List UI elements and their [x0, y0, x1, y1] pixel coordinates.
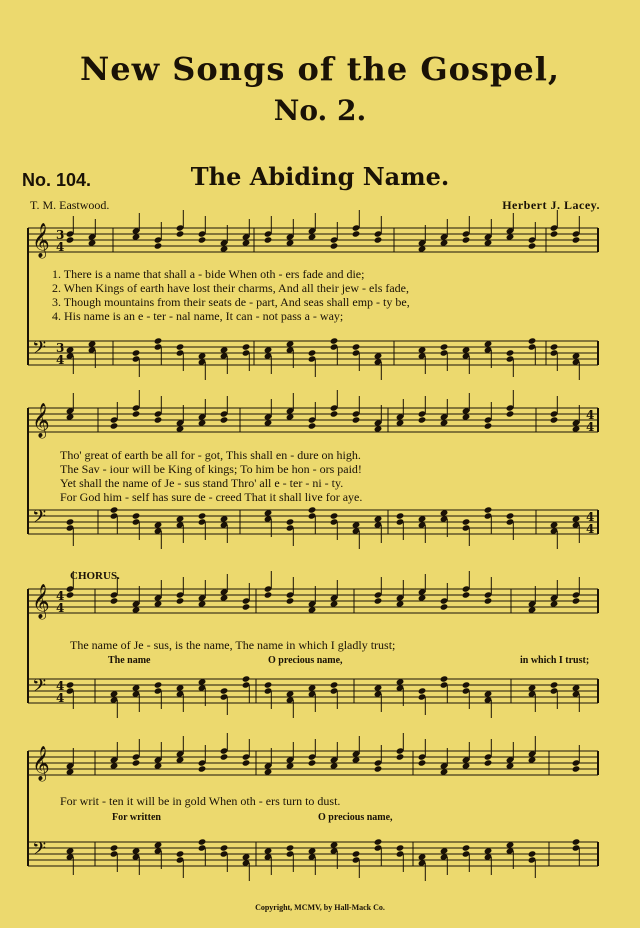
verse-1-line-1: 1. There is a name that shall a - bide When oth - ers fade and die; [52, 267, 365, 281]
verse-4-line-2: For God him - self has sure de - creed That it shall live for aye. [60, 490, 363, 504]
book-number: No. 2. [273, 94, 367, 127]
note-head [484, 422, 493, 429]
note-head [110, 422, 119, 429]
note-head [462, 844, 471, 851]
verse-4-line-1: 4. His name is an e - ter - nal name, It can - not pass a - way; [52, 309, 344, 323]
note-head [110, 844, 119, 851]
note-head [374, 236, 383, 243]
note-head [132, 512, 141, 519]
note-head [462, 518, 471, 525]
note-head [264, 591, 273, 598]
note-head [220, 416, 229, 423]
note-head [528, 242, 537, 249]
time-signature-top: 4 [56, 589, 65, 603]
note-head [242, 603, 251, 610]
chorus-line-1: The name of Je - sus, is the name, The name in which I gladly trust; [70, 638, 396, 652]
note-head [462, 681, 471, 688]
note-head [506, 512, 515, 519]
bass-clef: 𝄢 [32, 338, 47, 363]
note-head [198, 765, 207, 772]
chorus-line-2: For writ - ten it will be in gold When oth - ers turn to dust. [60, 794, 341, 808]
note-head [154, 242, 163, 249]
note-head [308, 759, 317, 766]
note-head [308, 506, 317, 513]
note-head [110, 506, 119, 513]
note-head [110, 597, 119, 604]
time-signature-top: 4 [56, 679, 65, 693]
note-head [198, 838, 207, 845]
note-head [132, 410, 141, 417]
note-head [418, 759, 427, 766]
note-head [286, 518, 295, 525]
verse-1-line-2: Tho' great of earth be all for - got, This shall en - dure on high. [60, 448, 361, 462]
note-head [154, 416, 163, 423]
hymn-title: The Abiding Name. [190, 162, 450, 191]
note-head [506, 410, 515, 417]
chorus-echo-1c: in which I trust; [520, 655, 590, 666]
time-signature-top: 4 [586, 510, 595, 524]
note-head [528, 337, 537, 344]
note-head [484, 597, 493, 604]
note-head [66, 236, 75, 243]
note-head [176, 597, 185, 604]
note-head [242, 675, 251, 682]
note-head [352, 850, 361, 857]
note-head [264, 236, 273, 243]
note-head [176, 230, 185, 237]
time-signature-bottom: 4 [56, 240, 65, 254]
note-head [220, 753, 229, 760]
bass-clef: 𝄢 [32, 839, 47, 864]
note-head [396, 512, 405, 519]
verse-2-line-2: The Sav - iour will be King of kings; To him be hon - ors paid! [60, 462, 362, 476]
note-head [154, 681, 163, 688]
note-head [176, 343, 185, 350]
note-head [198, 236, 207, 243]
note-head [330, 512, 339, 519]
note-head [242, 759, 251, 766]
chorus-echo-2a: For written [112, 812, 161, 823]
note-head [66, 518, 75, 525]
note-head [528, 850, 537, 857]
verse-2-line-1: 2. When Kings of earth have lost their charms, And all their jew - els fade, [52, 281, 410, 295]
chorus-echo-1a: The name [108, 655, 151, 666]
note-head [374, 838, 383, 845]
note-head [352, 230, 361, 237]
verse-3-line-1: 3. Though mountains from their seats de - part, And seas shall emp - ty be, [52, 295, 410, 309]
hymn-number: No. 104. [22, 170, 92, 190]
note-head [132, 759, 141, 766]
note-head [330, 410, 339, 417]
note-head [440, 603, 449, 610]
treble-clef: 𝄞 [32, 223, 50, 258]
note-head [242, 343, 251, 350]
note-head [396, 844, 405, 851]
note-head [66, 681, 75, 688]
chorus-echo-1b: O precious name, [268, 655, 343, 666]
note-head [198, 512, 207, 519]
note-head [330, 242, 339, 249]
composer: Herbert J. Lacey. [502, 198, 600, 212]
time-signature-top: 4 [586, 408, 595, 422]
note-head [484, 759, 493, 766]
note-head [550, 416, 559, 423]
note-head [440, 675, 449, 682]
note-head [220, 844, 229, 851]
note-head [308, 422, 317, 429]
note-head [286, 597, 295, 604]
treble-clef: 𝄞 [32, 403, 50, 438]
time-signature-bottom: 4 [56, 353, 65, 367]
treble-clef: 𝄞 [32, 746, 50, 781]
note-head [352, 416, 361, 423]
note-head [572, 597, 581, 604]
note-head [462, 236, 471, 243]
note-head [330, 681, 339, 688]
note-head [220, 687, 229, 694]
bass-clef: 𝄢 [32, 676, 47, 701]
note-head [440, 343, 449, 350]
time-signature-top: 3 [56, 341, 65, 355]
note-head [418, 416, 427, 423]
note-head [264, 681, 273, 688]
note-head [154, 337, 163, 344]
chorus-echo-2b: O precious name, [318, 812, 393, 823]
note-head [484, 506, 493, 513]
note-head [396, 753, 405, 760]
note-head [132, 349, 141, 356]
note-head [66, 591, 75, 598]
time-signature-top: 3 [56, 228, 65, 242]
note-head [550, 230, 559, 237]
note-head [550, 681, 559, 688]
note-head [506, 349, 515, 356]
note-head [418, 687, 427, 694]
note-head [352, 343, 361, 350]
time-signature-bottom: 4 [586, 420, 595, 434]
treble-clef: 𝄞 [32, 584, 50, 619]
verse-3-line-2: Yet shall the name of Je - sus stand Thro' all e - ter - ni - ty. [60, 476, 344, 490]
time-signature-bottom: 4 [586, 522, 595, 536]
note-head [176, 850, 185, 857]
note-head [286, 844, 295, 851]
time-signature-bottom: 4 [56, 691, 65, 705]
lyricist: T. M. Eastwood. [30, 198, 110, 212]
bass-clef: 𝄢 [32, 507, 47, 532]
note-head [572, 838, 581, 845]
note-head [330, 337, 339, 344]
time-signature-bottom: 4 [56, 601, 65, 615]
note-head [572, 765, 581, 772]
note-head [374, 597, 383, 604]
note-head [572, 236, 581, 243]
note-head [462, 591, 471, 598]
chorus-label: CHORUS. [70, 570, 120, 582]
note-head [374, 765, 383, 772]
copyright-notice: Copyright, MCMV, by Hall-Mack Co. [255, 903, 385, 912]
book-title: New Songs of the Gospel, [79, 50, 561, 88]
note-head [308, 349, 317, 356]
note-head [550, 343, 559, 350]
